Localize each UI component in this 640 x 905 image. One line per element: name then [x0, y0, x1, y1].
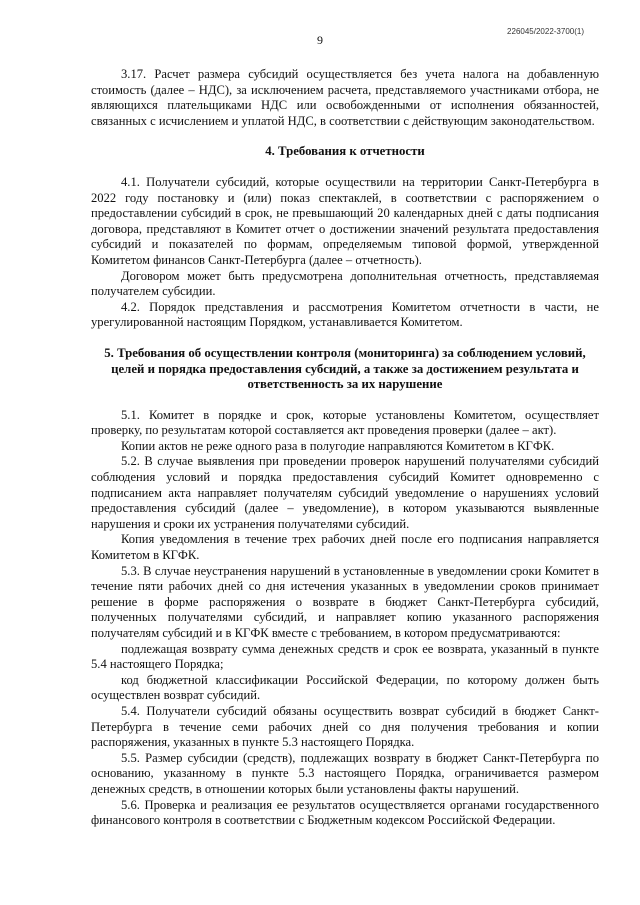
paragraph-4-1: 4.1. Получатели субсидий, которые осуществили на территории Санкт-Петербурга в 2022 году постановку и (или) показ спектаклей, в соответствии с распоряжением о предоставлении субсидий в срок, не превышающий 20 календарных дней с даты подписания договора, представляют в Комитет отчет о достижении значений результата предоставления субсидий и показателей по формам, определяемым типовой формой, утвержденной Комитетом финансов Санкт-Петербурга (далее – отчетность).: [91, 174, 599, 267]
paragraph-5-6: 5.6. Проверка и реализация ее результатов осуществляется органами государственного финансового контроля в соответствии с Бюджетным кодексом Российской Федерации.: [91, 797, 599, 828]
paragraph-5-5: 5.5. Размер субсидии (средств), подлежащих возврату в бюджет Санкт-Петербурга по основанию, указанному в пункте 5.3 настоящего Порядка, ограничивается размером денежных средств, в отношении которых были установлены факты нарушений.: [91, 750, 599, 796]
paragraph-5-1-copies: Копии актов не реже одного раза в полугодие направляются Комитетом в КГФК.: [121, 438, 555, 453]
paragraph-5-3: 5.3. В случае неустранения нарушений в установленные в уведомлении сроки Комитет в течение пяти рабочих дней со дня истечения указанных в уведомлении сроков принимает решение в форме распоряжения о возврате в бюджет Санкт-Петербурга субсидий, полученных получателями субсидий, и направляет копию указанного распоряжения получателям субсидий и в КГФК вместе с требованием, в котором предусматриваются:: [91, 563, 599, 640]
paragraph-4-1-additional: Договором может быть предусмотрена дополнительная отчетность, представляемая получателем субсидии.: [91, 268, 599, 299]
section-heading-5: 5. Требования об осуществлении контроля (мониторинга) за соблюдением условий, целей и порядка предоставления субсидий, а также за достижением результата и ответственность за их нарушение: [104, 345, 586, 392]
paragraph-3-17: 3.17. Расчет размера субсидий осуществляется без учета налога на добавленную стоимость (далее – НДС), за исключением расчета, представляемого участниками отбора, не являющихся плательщиками НДС или освобожденными от исполнения обязанностей, связанных с исчислением и уплатой НДС, в соответствии с действующим законодательством.: [91, 67, 599, 128]
page-number: 9: [317, 33, 323, 47]
paragraph-5-3-item-amount: подлежащая возврату сумма денежных средств и срок ее возврата, указанный в пункте 5.4 настоящего Порядка;: [91, 641, 599, 672]
paragraph-5-4: 5.4. Получатели субсидий обязаны осуществить возврат субсидий в бюджет Санкт-Петербурга в течение семи рабочих дней со дня получения требования и копии распоряжения, указанных в пункте 5.3 настоящего Порядка.: [91, 703, 599, 750]
paragraph-5-1: 5.1. Комитет в порядке и срок, которые установлены Комитетом, осуществляет проверку, по результатам которой составляется акт проведения проверки (далее – акт).: [91, 407, 599, 438]
paragraph-4-2: 4.2. Порядок представления и рассмотрения Комитетом отчетности в части, не урегулированной настоящим Порядком, устанавливается Комитетом.: [91, 299, 599, 330]
document-body: [91, 67, 599, 829]
document-registration-number: 226045/2022-3700(1): [507, 27, 584, 36]
paragraph-5-3-item-code: код бюджетной классификации Российской Федерации, по которому должен быть осуществлен возврат субсидий.: [91, 672, 599, 703]
section-heading-4: 4. Требования к отчетности: [265, 144, 425, 159]
paragraph-5-2-copy: Копия уведомления в течение трех рабочих дней после его подписания направляется Комитетом в КГФК.: [91, 532, 599, 563]
paragraph-5-2: 5.2. В случае выявления при проведении проверок нарушений получателями субсидий соблюдения условий и порядка предоставления субсидий Комитет одновременно с подписанием акта направляет получателям субсидий уведомление о нарушениях условий предоставления субсидий (далее – уведомление), в котором указываются выявленные нарушения и сроки их устранения получателями субсидий.: [91, 454, 599, 531]
